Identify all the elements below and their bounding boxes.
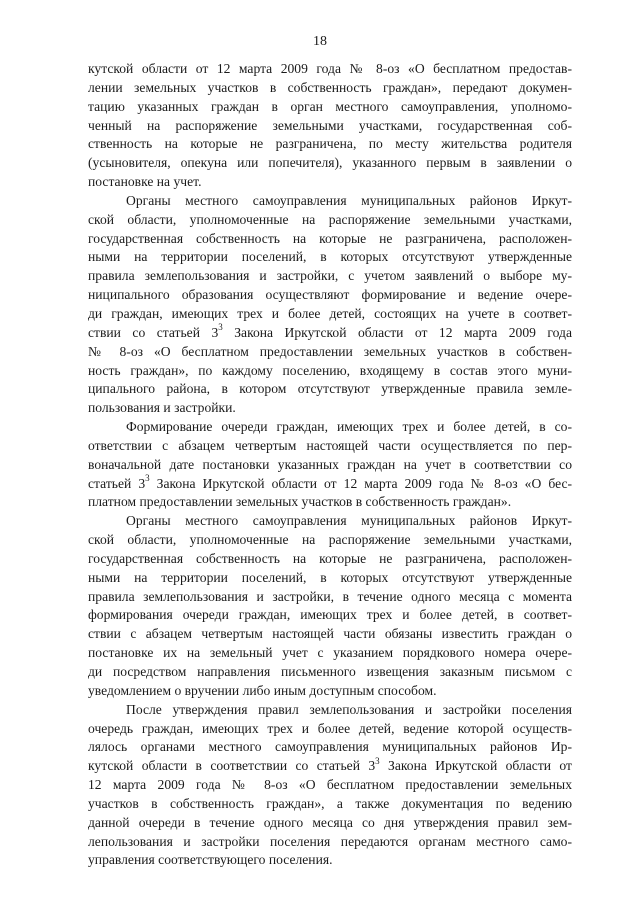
text-line: ской области, уполномоченные на распоряжение земельными участками, [88,532,572,548]
text-line: управления соответствующего поселения. [88,852,333,868]
text-line: Органы местного самоуправления муниципальных районов Иркут- [126,513,572,529]
text-line: ность граждан», по каждому поселению, входящему в состав этого муни- [88,362,572,378]
text-line: ди граждан, имеющих трех и более детей, состоящих на учете в соответ- [88,305,572,321]
text-line: очередь граждан, имеющих трех и более детей, ведение которой осуществ- [88,720,572,736]
text-line: государственная собственность на которые не разграничена, расположен- [88,550,572,566]
text-line: лялось органами местного самоуправления муниципальных районов Ир- [88,739,572,755]
text-line: воначальной дате постановки указанных граждан на учет в соответствии со [88,456,572,472]
text-line: лении земельных участков в собственность граждан», передают докумен- [88,79,572,95]
page-number: 18 [313,34,327,49]
text-line: Органы местного самоуправления муниципальных районов Иркут- [126,192,572,208]
paragraph [88,512,572,700]
text-line: кутской области в соответствии со статьей $3^3$ Закона Иркутской области от [88,755,572,774]
text-line: уведомлением о вручении либо иным доступным способом. [88,682,437,698]
text-line: данной очереди в течение одного месяца со дня утверждения правил зем- [88,814,572,830]
text-line: ниципального образования осуществляют формирование и ведение очере- [88,287,572,303]
text-line: 12 марта 2009 года № 8-оз «О бесплатном предоставлении земельных [88,777,572,793]
text-line: платном предоставлении земельных участков в собственность граждан». [88,494,512,510]
text-line: формирования очереди граждан, имеющих трех и более детей, в соответ- [88,607,572,623]
text-line: После утверждения правил землепользования и застройки поселения [126,701,572,717]
text-line: правила землепользования и застройки, с учетом заявлений о выборе му- [88,268,572,284]
text-line: ствии с абзацем четвертым настоящей части обязаны известить граждан о [88,626,572,642]
text-line: пользования и застройки. [88,400,236,416]
text-line: лепользования и застройки поселения передаются органам местного само- [88,833,572,849]
text-line: ченный на распоряжение земельными участками, государственная соб- [88,117,572,133]
text-line: ственность на которые не разграничена, по месту жительства родителя [88,136,572,152]
text-line: кутской области от 12 марта 2009 года № 8-оз «О бесплатном предостав- [88,61,572,76]
text-line: постановке их на земельный учет с указанием порядкового номера очере- [88,645,572,661]
text-line: ными на территории поселений, в которых отсутствуют утвержденные [88,249,572,265]
text-line: ствии со статьей $3^3$ Закона Иркутской области от 12 марта 2009 года [88,322,572,340]
text-line: государственная собственность на которые не разграничена, расположен- [88,230,572,246]
text-line: № 8-оз «О бесплатном предоставлении земельных участков в собствен- [88,343,572,359]
text-line: статьей $3^3$ Закона Иркутской области от 12 марта 2009 года № 8-оз «О бес- [88,473,573,491]
text-line: участков в собственность граждан», а также документация по ведению [88,795,572,811]
paragraph [88,60,572,192]
body-text [88,60,572,870]
paragraph [88,192,572,418]
paragraph [88,701,572,871]
text-line: ными на территории поселений, в которых отсутствуют утвержденные [88,569,572,585]
text-line: ди посредством направления письменного извещения заказным письмом с [88,664,572,679]
text-line: постановке на учет. [88,174,202,190]
text-line: ской области, уполномоченные на распоряжение земельными участками, [88,211,572,227]
text-line: тацию указанных граждан в орган местного самоуправления, уполномо- [88,98,572,114]
text-line: правила землепользования и застройки, в течение одного месяца с момента [88,588,572,604]
text-line: (усыновителя, опекуна или попечителя), указанного первым в заявлении о [88,155,572,171]
text-line: ципального района, в котором отсутствуют утвержденные правила земле- [88,381,572,397]
paragraph [88,418,572,512]
text-line: ответствии с абзацем четвертым настоящей части осуществляется по пер- [88,437,572,453]
text-line: Формирование очереди граждан, имеющих трех и более детей, в со- [126,419,572,435]
